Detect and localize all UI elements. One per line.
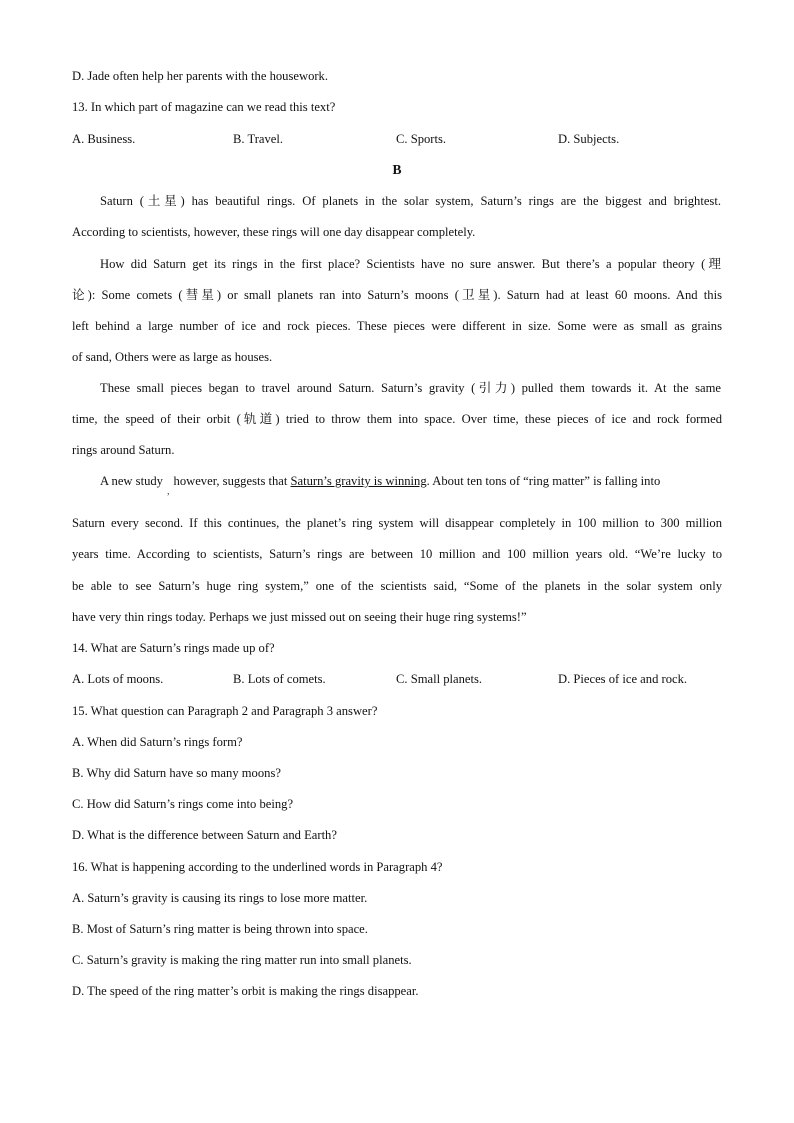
q13-option-c: C. Sports. xyxy=(396,132,447,146)
passage-p2-line-1: How did Saturn get its rings in the first place? Scientists have no sure answer. But there’s a popular theory (理 xyxy=(100,257,721,271)
passage-p4-line-3: years time. According to scientists, Saturn’s rings are between 10 million and 100 million years old. “We’re lucky to xyxy=(72,547,722,561)
q12-option-d: D. Jade often help her parents with the housework. xyxy=(72,69,329,83)
passage-p4-line-5: have very thin rings today. Perhaps we just missed out on seeing their huge ring systems!” xyxy=(72,610,527,624)
passage-p2-line-2: 论): Some comets (彗星) or small planets ran into Saturn’s moons (卫星). Saturn had at least 60 moons. And this xyxy=(72,288,722,302)
passage-p2-line-4: of sand, Others were as large as houses. xyxy=(72,350,273,364)
q16-question: 16. What is happening according to the underlined words in Paragraph 4? xyxy=(72,860,443,874)
q14-option-b: B. Lots of comets. xyxy=(233,672,326,686)
underlined-phrase: Saturn’s gravity is winning xyxy=(290,474,427,488)
q13-question: 13. In which part of magazine can we read this text? xyxy=(72,100,336,114)
q14-question: 14. What are Saturn’s rings made up of? xyxy=(72,641,275,655)
q15-question: 15. What question can Paragraph 2 and Paragraph 3 answer? xyxy=(72,704,378,718)
p4-mid: however, suggests that xyxy=(173,474,291,488)
q13-option-d: D. Subjects. xyxy=(558,132,620,146)
p4-post: . About ten tons of “ring matter” is falling into xyxy=(426,474,661,488)
q14-option-d: D. Pieces of ice and rock. xyxy=(558,672,688,686)
q16-option-a: A. Saturn’s gravity is causing its rings to lose more matter. xyxy=(72,891,368,905)
q15-option-c: C. How did Saturn’s rings come into being? xyxy=(72,797,294,811)
q15-option-a: A. When did Saturn’s rings form? xyxy=(72,735,243,749)
q14-option-c: C. Small planets. xyxy=(396,672,483,686)
section-heading: B xyxy=(392,162,402,177)
passage-p2-line-3: left behind a large number of ice and rock pieces. These pieces were different in size. Some were as small as grains xyxy=(72,319,722,333)
passage-p4-line-1 xyxy=(100,473,661,496)
passage-p3-line-3: rings around Saturn. xyxy=(72,443,175,457)
passage-p4-line-4: be able to see Saturn’s huge ring system,” one of the scientists said, “Some of the planets in the solar system only xyxy=(72,579,722,593)
passage-p1-line-2: According to scientists, however, these rings will one day disappear completely. xyxy=(72,225,476,239)
q15-option-b: B. Why did Saturn have so many moons? xyxy=(72,766,281,780)
q16-option-d: D. The speed of the ring matter’s orbit is making the rings disappear. xyxy=(72,984,419,998)
q13-option-a: A. Business. xyxy=(72,132,136,146)
q16-option-c: C. Saturn’s gravity is making the ring matter run into small planets. xyxy=(72,953,412,967)
passage-p3-line-2: time, the speed of their orbit (轨道) tried to throw them into space. Over time, these pieces of ice and rock formed xyxy=(72,412,722,426)
p4-stray-comma: , xyxy=(167,486,170,496)
q13-option-b: B. Travel. xyxy=(233,132,284,146)
passage-p4-line-2: Saturn every second. If this continues, the planet’s ring system will disappear completely in 100 million to 300 million xyxy=(72,516,722,530)
q15-option-d: D. What is the difference between Saturn and Earth? xyxy=(72,828,337,842)
passage-p3-line-1: These small pieces began to travel around Saturn. Saturn’s gravity (引力) pulled them towards it. At the same xyxy=(100,381,721,395)
q16-option-b: B. Most of Saturn’s ring matter is being thrown into space. xyxy=(72,922,368,936)
p4-intro: A new study xyxy=(100,474,163,488)
q14-option-a: A. Lots of moons. xyxy=(72,672,164,686)
passage-p1-line-1: Saturn (土星) has beautiful rings. Of planets in the solar system, Saturn’s rings are the biggest and brightest. xyxy=(100,194,721,208)
